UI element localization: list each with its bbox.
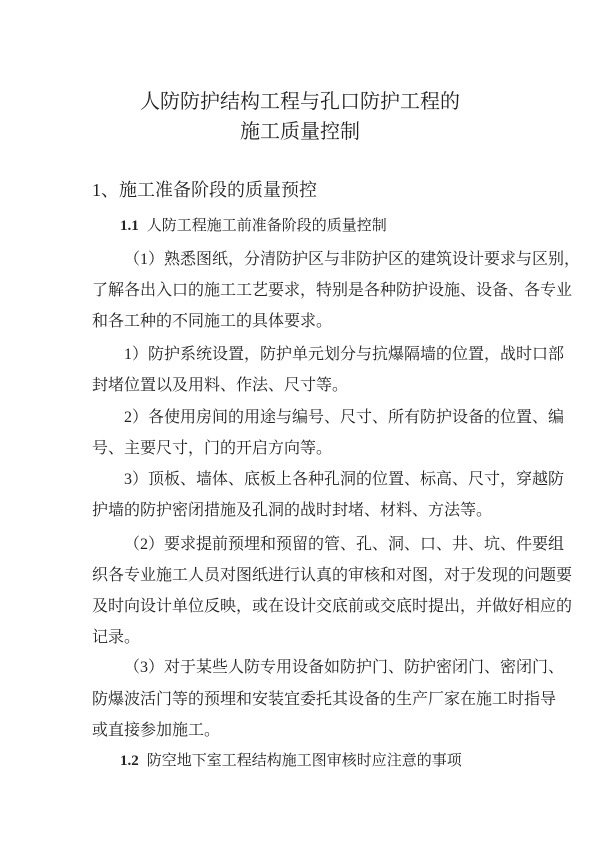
paragraph-line: 及时向设计单位反映，或在设计交底前或交底时提出，并做好相应的 bbox=[92, 598, 573, 615]
paragraph-line: 1）防护系统设置，防护单元划分与抗爆隔墙的位置，战时口部 bbox=[124, 346, 565, 363]
paragraph-line: 护墙的防护密闭措施及孔洞的战时封堵、材料、方法等。 bbox=[92, 502, 493, 519]
paragraph-line: 封堵位置以及用料、作法、尺寸等。 bbox=[92, 377, 349, 394]
subsection-title: 人防工程施工前准备阶段的质量控制 bbox=[146, 218, 387, 234]
subsection-title: 防空地下室工程结构施工图审核时应注意的事项 bbox=[146, 753, 462, 769]
paragraph-line: 防爆波活门等的预埋和安装宜委托其设备的生产厂家在施工时指导 bbox=[92, 691, 557, 708]
subsection-number: 1.2 bbox=[120, 753, 139, 769]
section-heading-1: 1、施工准备阶段的质量预控 bbox=[92, 180, 317, 200]
paragraph-line: 3）顶板、墙体、底板上各种孔洞的位置、标高、尺寸，穿越防 bbox=[124, 471, 565, 488]
paragraph-line: （1）熟悉图纸，分清防护区与非防护区的建筑设计要求与区别， bbox=[124, 251, 581, 268]
paragraph-line: 了解各出入口的施工工艺要求，特别是各种防护设施、设备、各专业 bbox=[92, 282, 573, 299]
paragraph-line: （2）要求提前预埋和预留的管、孔、洞、口、井、坑、件要组 bbox=[124, 536, 565, 553]
subsection-heading-1-1 bbox=[120, 216, 536, 236]
paragraph-line: 或直接参加施工。 bbox=[92, 722, 221, 739]
paragraph-line: 2）各使用房间的用途与编号、尺寸、所有防护设备的位置、编 bbox=[124, 409, 565, 426]
paragraph-line: 织各专业施工人员对图纸进行认真的审核和对图，对于发现的问题要 bbox=[92, 567, 573, 584]
title-line-1: 人防防护结构工程与孔口防护工程的 bbox=[140, 91, 460, 113]
subsection-heading-1-2 bbox=[120, 751, 536, 771]
title-line-2: 施工质量控制 bbox=[240, 121, 360, 143]
paragraph-line: 记录。 bbox=[92, 629, 141, 646]
paragraph-line: 和各工种的不同施工的具体要求。 bbox=[92, 313, 333, 330]
paragraph-line: （3）对于某些人防专用设备如防护门、防护密闭门、密闭门、 bbox=[124, 659, 565, 676]
paragraph-line: 号、主要尺寸，门的开启方向等。 bbox=[92, 440, 333, 457]
subsection-number: 1.1 bbox=[120, 218, 139, 234]
